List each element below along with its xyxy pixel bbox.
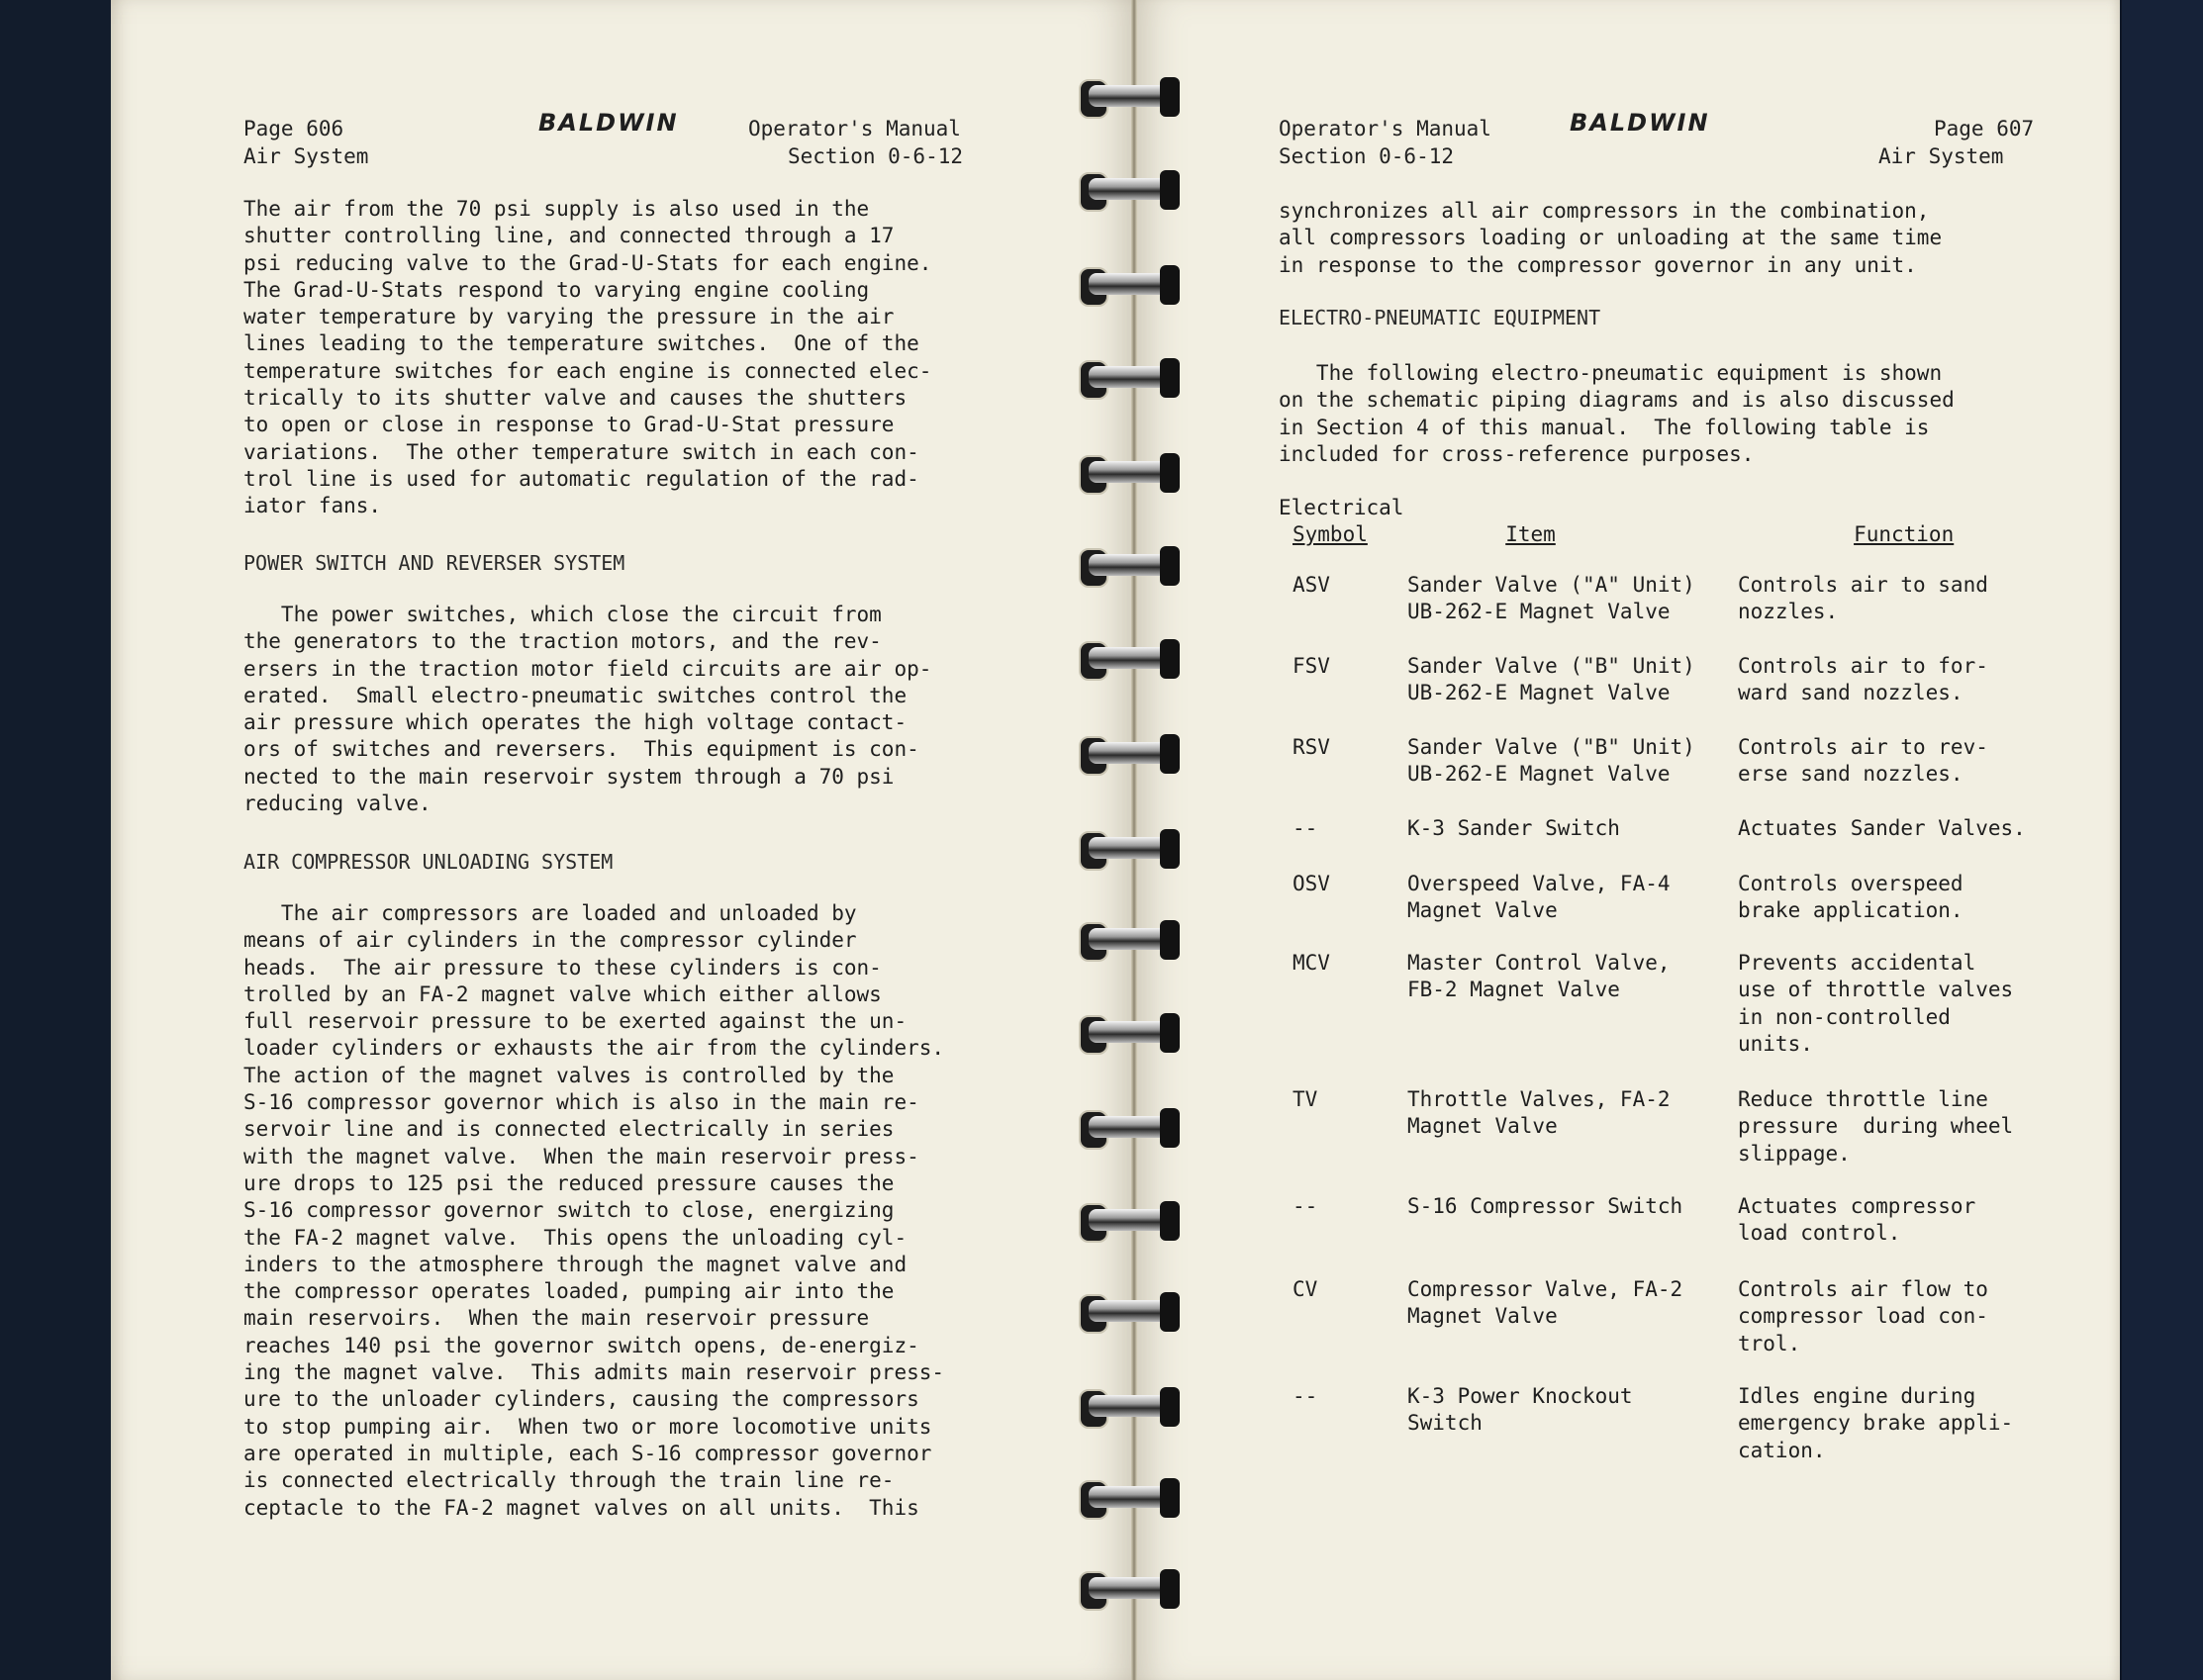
binding-coil — [1075, 1195, 1184, 1249]
right-section-number: Section 0-6-12 — [1279, 144, 1455, 168]
table-cell-function: Controls air to rev- erse sand nozzles. — [1738, 735, 1988, 787]
table-cell-function: Actuates compressor load control. — [1738, 1194, 1976, 1246]
desk-background-right — [2122, 0, 2203, 1680]
binding-coil — [1075, 259, 1184, 313]
table-cell-item: S-16 Compressor Switch — [1407, 1194, 1683, 1218]
binding-coil — [1075, 1286, 1184, 1340]
table-cell-function: Idles engine during emergency brake appli- cation. — [1738, 1384, 2014, 1462]
left-paragraph-shutter: The air from the 70 psi supply is also used in the shutter controlling line, and connected through a 17 psi reducing valve to the Grad-U-Stats for each engine. The Grad-U-Stats respond to varying engine cooling water temperature by varying the pressure in the air lines leading to the temperature switches. One of the temperature switches for each engine is connected elec- trically to its shutter valve and causes the shutters to open or close in response to Grad-U-Stat pressure variations. The other temperature switch in each con- trol line is used for automatic regulation of the rad- iator fans. — [243, 197, 932, 518]
binding-coil — [1075, 728, 1184, 782]
right-brand-logo: BALDWIN — [1570, 109, 1710, 137]
binding-coil — [1075, 633, 1184, 687]
table-cell-symbol: -- — [1293, 816, 1318, 840]
right-page-number: Page 607 — [1934, 117, 2035, 140]
left-section-number: Section 0-6-12 — [788, 144, 964, 168]
table-cell-function: Controls air to sand nozzles. — [1738, 573, 1988, 624]
table-cell-item: Sander Valve ("B" Unit) UB-262-E Magnet Valve — [1407, 654, 1695, 705]
table-header-row — [1279, 495, 2120, 548]
table-cell-symbol: -- — [1293, 1194, 1318, 1218]
left-heading-power-switch: POWER SWITCH AND REVERSER SYSTEM — [243, 551, 625, 575]
binding-coil — [1075, 823, 1184, 877]
header-symbol-line2: Symbol — [1293, 522, 1368, 546]
right-paragraph-intro: The following electro-pneumatic equipment is shown on the schematic piping diagrams and is also discussed in Section 4 of this manual. The following table is included for cross-reference purposes. — [1279, 361, 1955, 466]
left-page — [111, 0, 1134, 1680]
left-paragraph-compressor: The air compressors are loaded and unloaded by means of air cylinders in the compressor cylinder heads. The air pressure to these cylinders is con- trolled by an FA-2 magnet valve which either allows full reservoir pressure to be exerted against the un- loader cylinders or exhausts the air from the cylinders. The action of the magnet valves is controlled by the S-16 compressor governor which is also in the main re- servoir line and is connected electrically in series with the magnet valve. When the main reservoir press- ure drops to 125 psi the reduced pressure causes the S-16 compressor governor switch to close, energizing the FA-2 magnet valve. This opens the unloading cyl- inders to the atmosphere through the magnet valve and the compressor operates loaded, pumping air into the main reservoirs. When the main reservoir pressure reaches 140 psi the governor switch opens, de-energiz- ing the magnet valve. This admits main reservoir press- ure to the unloader cylinders, causing the compressors to stop pumping air. When two or more locomotive units are operated in multiple, each S-16 compressor governor is connected electrically through the train line re- ceptacle to the FA-2 magnet valves on all units. This — [243, 901, 945, 1520]
table-cell-symbol: FSV — [1293, 654, 1330, 678]
desk-background-left — [0, 0, 119, 1680]
right-manual-label: Operator's Manual — [1279, 117, 1491, 140]
equipment-table — [1279, 495, 2120, 548]
table-cell-item: K-3 Power Knockout Switch — [1407, 1384, 1633, 1436]
table-cell-function: Actuates Sander Valves. — [1738, 816, 2026, 840]
table-cell-item: Overspeed Valve, FA-4 Magnet Valve — [1407, 872, 1671, 923]
header-function: Function — [1854, 522, 1955, 546]
left-heading-compressor: AIR COMPRESSOR UNLOADING SYSTEM — [243, 850, 614, 874]
left-paragraph-power-switch: The power switches, which close the circuit from the generators to the traction motors, and the rev- ersers in the traction motor field circuits are air op- erated. Small electro-pneumatic switches control the air pressure which operates the high voltage contact- ors of switches and reversers. This equipment is con- nected to the main reservoir system through a 70 psi reducing valve. — [243, 603, 932, 816]
table-cell-function: Controls air to for- ward sand nozzles. — [1738, 654, 1988, 705]
table-cell-symbol: CV — [1293, 1277, 1318, 1301]
binding-coil — [1075, 1102, 1184, 1156]
right-heading-electro-pneumatic: ELECTRO-PNEUMATIC EQUIPMENT — [1279, 306, 1601, 329]
left-brand-logo: BALDWIN — [538, 109, 679, 137]
header-symbol-line1: Electrical — [1279, 496, 1404, 519]
table-cell-item: Sander Valve ("A" Unit) UB-262-E Magnet Valve — [1407, 573, 1695, 624]
table-cell-item: Throttle Valves, FA-2 Magnet Valve — [1407, 1087, 1671, 1139]
header-item: Item — [1505, 522, 1556, 546]
table-cell-symbol: OSV — [1293, 872, 1330, 895]
binding-coil — [1075, 352, 1184, 406]
binding-coil — [1075, 1007, 1184, 1061]
right-section-label: Air System — [1878, 144, 2004, 168]
binding-coil — [1075, 71, 1184, 125]
table-cell-symbol: ASV — [1293, 573, 1330, 597]
table-cell-function: Reduce throttle line pressure during wheel slippage. — [1738, 1087, 2014, 1166]
table-cell-item: K-3 Sander Switch — [1407, 816, 1620, 840]
right-page — [1134, 0, 2120, 1680]
binding-coil — [1075, 1563, 1184, 1617]
table-cell-symbol: TV — [1293, 1087, 1318, 1111]
table-cell-symbol: MCV — [1293, 951, 1330, 975]
table-cell-item: Sander Valve ("B" Unit) UB-262-E Magnet Valve — [1407, 735, 1695, 787]
table-cell-function: Controls overspeed brake application. — [1738, 872, 1964, 923]
left-manual-label: Operator's Manual — [748, 117, 961, 140]
table-cell-symbol: -- — [1293, 1384, 1318, 1408]
left-section-label: Air System — [243, 144, 369, 168]
table-cell-symbol: RSV — [1293, 735, 1330, 759]
left-page-number: Page 606 — [243, 117, 344, 140]
table-cell-function: Prevents accidental use of throttle valves in non-controlled units. — [1738, 951, 2014, 1056]
binding-coil — [1075, 914, 1184, 968]
table-cell-item: Master Control Valve, FB-2 Magnet Valve — [1407, 951, 1671, 1002]
binding-coil — [1075, 164, 1184, 218]
binding-coil — [1075, 1472, 1184, 1526]
table-cell-item: Compressor Valve, FA-2 Magnet Valve — [1407, 1277, 1683, 1329]
table-cell-function: Controls air flow to compressor load con- trol. — [1738, 1277, 1988, 1355]
binding-coil — [1075, 447, 1184, 501]
right-paragraph-synchronize: synchronizes all air compressors in the combination, all compressors loading or unloading at the same time in response to the compressor governor in any unit. — [1279, 199, 1943, 277]
binding-coil — [1075, 540, 1184, 594]
binding-coil — [1075, 1381, 1184, 1435]
